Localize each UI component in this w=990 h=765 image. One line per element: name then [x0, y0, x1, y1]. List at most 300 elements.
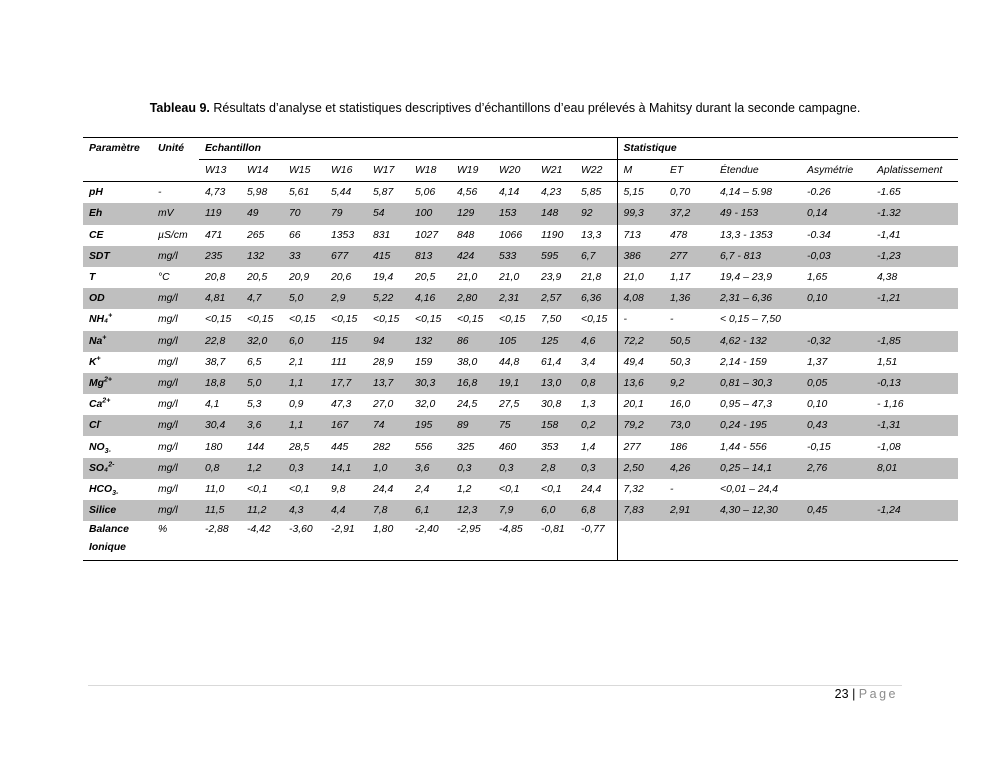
value-cell: 2,9	[325, 288, 367, 309]
value-cell: 79	[325, 203, 367, 224]
results-table	[83, 137, 958, 561]
stat-cell: <0,01 – 24,4	[720, 483, 779, 495]
col-header-w16: W16	[325, 160, 367, 182]
value-cell: 2,57	[535, 288, 575, 309]
value-cell: <0,15	[331, 314, 358, 326]
stat-cell: 186	[670, 441, 688, 453]
table-row	[83, 500, 958, 521]
value-cell: 5,44	[331, 187, 352, 199]
stat-cell: -0.34	[807, 229, 831, 241]
param-name-line2: Ionique	[89, 542, 126, 554]
value-cell: 21,0	[457, 272, 478, 284]
unit-cell: mg/l	[158, 483, 178, 495]
value-cell: 471	[205, 229, 223, 241]
stat-cell: 0,14	[801, 203, 871, 224]
page-number: 23	[834, 687, 849, 701]
value-cell: 1,3	[581, 399, 596, 411]
page-footer	[835, 687, 898, 701]
value-cell: -2,40	[409, 521, 451, 561]
stat-cell: 1,65	[807, 272, 828, 284]
caption-label: Tableau 9.	[149, 101, 210, 115]
value-cell: 21,0	[499, 272, 520, 284]
param-name: OD	[89, 293, 105, 305]
param-charge: +	[96, 355, 101, 363]
value-cell: 0,3	[493, 458, 535, 479]
param-charge: +	[108, 312, 113, 320]
value-cell: 28,9	[373, 356, 394, 368]
stat-cell: -	[670, 314, 674, 326]
table-row-balance	[83, 521, 958, 561]
stat-cell: -0,03	[801, 246, 871, 267]
value-cell: 14,1	[325, 458, 367, 479]
param-cell	[83, 436, 152, 457]
value-cell: 0,3	[451, 458, 493, 479]
value-cell: 13,3	[581, 229, 602, 241]
value-cell: <0,15	[373, 314, 400, 326]
value-cell: 0,2	[575, 415, 617, 436]
value-cell: 74	[367, 415, 409, 436]
unit-cell: mg/l	[158, 314, 178, 326]
value-cell: 13,7	[367, 373, 409, 394]
col-header-w17: W17	[367, 160, 409, 182]
stat-cell: 4,14 – 5.98	[720, 187, 772, 199]
value-cell: 4,3	[283, 500, 325, 521]
value-cell: 32,0	[241, 331, 283, 352]
table-row	[83, 436, 958, 457]
stat-cell: 20,1	[617, 394, 664, 415]
value-cell: 23,9	[541, 272, 562, 284]
value-cell: 144	[247, 441, 265, 453]
table-row	[83, 225, 958, 246]
stat-cell: 72,2	[617, 331, 664, 352]
stat-cell: 8,01	[871, 458, 958, 479]
value-cell: 75	[493, 415, 535, 436]
param-cell	[83, 203, 152, 224]
value-cell: <0,1	[247, 483, 268, 495]
stat-cell: 2,76	[801, 458, 871, 479]
param-name: Mg	[89, 377, 105, 389]
value-cell: <0,15	[289, 314, 316, 326]
stat-cell: 277	[664, 246, 714, 267]
value-cell: 7,8	[367, 500, 409, 521]
header-unite: Unité	[152, 138, 199, 160]
value-cell: 24,4	[581, 483, 602, 495]
table-row	[83, 267, 958, 288]
value-cell: 4,6	[575, 331, 617, 352]
stat-cell: 73,0	[664, 415, 714, 436]
value-cell: 159	[415, 356, 433, 368]
value-cell: -2,88	[199, 521, 241, 561]
value-cell: 86	[451, 331, 493, 352]
value-cell: 38,7	[205, 356, 226, 368]
footer-separator: |	[852, 687, 856, 701]
value-cell: 0,8	[575, 373, 617, 394]
value-cell: <0,1	[541, 483, 562, 495]
col-header-w14: W14	[241, 160, 283, 182]
param-cell	[83, 309, 152, 330]
value-cell: <0,15	[457, 314, 484, 326]
value-cell: 24,5	[457, 399, 478, 411]
stat-cell: 4,38	[877, 272, 898, 284]
stat-cell: 5,15	[617, 182, 664, 204]
param-name: CE	[89, 229, 104, 241]
param-cell	[83, 225, 152, 246]
stat-cell: 0,25 – 14,1	[714, 458, 801, 479]
value-cell: 12,3	[451, 500, 493, 521]
value-cell: -4,42	[241, 521, 283, 561]
value-cell: 5,22	[367, 288, 409, 309]
value-cell: 6,0	[283, 331, 325, 352]
stat-cell: 2,91	[664, 500, 714, 521]
col-header-w19: W19	[451, 160, 493, 182]
stat-cell: 49,4	[617, 352, 664, 373]
value-cell: <0,15	[415, 314, 442, 326]
value-cell: 5,87	[373, 187, 394, 199]
value-cell: 5,0	[241, 373, 283, 394]
value-cell: 27,0	[373, 399, 394, 411]
header-statistique: Statistique	[617, 138, 958, 160]
param-cell	[83, 352, 152, 373]
header-row-top	[83, 138, 958, 160]
table-row	[83, 394, 958, 415]
param-subscript: 3-	[112, 489, 119, 497]
param-name: HCO	[89, 483, 113, 495]
value-cell: 195	[409, 415, 451, 436]
param-cell	[83, 331, 152, 352]
value-cell: 5,61	[289, 187, 310, 199]
stat-cell: 16,0	[670, 399, 691, 411]
col-header-stat-3: Asymétrie	[801, 160, 871, 182]
value-cell: 6,8	[575, 500, 617, 521]
value-cell: 2,4	[415, 483, 430, 495]
value-cell: 4,14	[499, 187, 520, 199]
value-cell: 6,36	[575, 288, 617, 309]
table-row	[83, 352, 958, 373]
value-cell: 38,0	[457, 356, 478, 368]
unit-cell: -	[158, 187, 162, 199]
value-cell: 7,9	[493, 500, 535, 521]
unit-cell: mg/l	[152, 500, 199, 521]
value-cell: 17,7	[325, 373, 367, 394]
value-cell: 831	[373, 229, 391, 241]
col-header-w13: W13	[199, 160, 241, 182]
param-name: T	[89, 272, 96, 284]
stat-cell: 1,36	[664, 288, 714, 309]
value-cell: 125	[535, 331, 575, 352]
stat-cell: -1,21	[871, 288, 958, 309]
stat-cell: 37,2	[664, 203, 714, 224]
col-header-stat-0: M	[617, 160, 664, 182]
caption-text: Résultats d’analyse et statistiques descriptives d’échantillons d’eau prélevés à Mahitsy durant la seconde campagne.	[209, 101, 861, 115]
value-cell: 2,8	[535, 458, 575, 479]
value-cell: 445	[331, 441, 349, 453]
stat-cell: 0,45	[801, 500, 871, 521]
param-cell	[83, 458, 152, 479]
value-cell: 1,1	[283, 373, 325, 394]
unit-cell: mg/l	[158, 441, 178, 453]
value-cell: 30,3	[409, 373, 451, 394]
stat-cell: -1,85	[871, 331, 958, 352]
value-cell: 325	[457, 441, 475, 453]
value-cell: 1,0	[367, 458, 409, 479]
header-echantillon: Echantillon	[199, 138, 617, 160]
header-parametre: Paramètre	[83, 138, 152, 160]
param-charge: 2-	[108, 461, 115, 469]
stat-cell: 1,44 - 556	[720, 441, 767, 453]
value-cell: 20,5	[415, 272, 436, 284]
param-name: SO₄	[89, 462, 109, 474]
value-cell: 4,73	[205, 187, 226, 199]
col-header-w22: W22	[575, 160, 617, 182]
param-charge: 2+	[102, 397, 111, 405]
value-cell: 21,8	[581, 272, 602, 284]
value-cell: 3,6	[409, 458, 451, 479]
value-cell: <0,15	[247, 314, 274, 326]
stat-cell: 49 - 153	[714, 203, 801, 224]
stat-cell: 0,81 – 30,3	[714, 373, 801, 394]
header-row-columns	[83, 160, 958, 182]
value-cell: 32,0	[415, 399, 436, 411]
value-cell: -0,77	[575, 521, 617, 561]
value-cell: 70	[283, 203, 325, 224]
stat-cell: - 1,16	[877, 399, 904, 411]
value-cell: 6,1	[409, 500, 451, 521]
value-cell: 132	[241, 246, 283, 267]
value-cell: 0,3	[575, 458, 617, 479]
value-cell: 20,8	[205, 272, 226, 284]
stat-cell: 4,08	[617, 288, 664, 309]
value-cell: 27,5	[499, 399, 520, 411]
stat-cell	[871, 309, 958, 330]
stat-cell: 0,95 – 47,3	[720, 399, 772, 411]
unit-cell: mg/l	[152, 288, 199, 309]
value-cell: 282	[373, 441, 391, 453]
value-cell: 11,2	[241, 500, 283, 521]
value-cell: 54	[367, 203, 409, 224]
col-header-w18: W18	[409, 160, 451, 182]
value-cell: 1066	[499, 229, 523, 241]
param-cell	[83, 415, 152, 436]
value-cell: 9,8	[331, 483, 346, 495]
param-name: SDT	[89, 250, 110, 262]
value-cell: 100	[409, 203, 451, 224]
table-row	[83, 479, 958, 500]
value-cell: 129	[451, 203, 493, 224]
unit-cell: mg/l	[152, 246, 199, 267]
value-cell: 119	[199, 203, 241, 224]
stat-cell	[871, 479, 958, 500]
stat-cell: 13,6	[617, 373, 664, 394]
stat-cell: 4,62 - 132	[714, 331, 801, 352]
value-cell: -2,95	[451, 521, 493, 561]
value-cell: 4,23	[541, 187, 562, 199]
value-cell: 61,4	[541, 356, 562, 368]
value-cell: 6,7	[575, 246, 617, 267]
value-cell: 28,5	[289, 441, 310, 453]
unit-cell: %	[152, 521, 199, 561]
value-cell: 2,31	[493, 288, 535, 309]
stat-cell: -0,15	[807, 441, 831, 453]
value-cell: 5,0	[283, 288, 325, 309]
param-name: NO	[89, 441, 105, 453]
header-blank-unit	[152, 160, 199, 182]
unit-cell: mg/l	[152, 373, 199, 394]
stat-cell: 7,32	[617, 479, 664, 500]
value-cell: 4,7	[241, 288, 283, 309]
value-cell: <0,1	[289, 483, 310, 495]
value-cell: 92	[575, 203, 617, 224]
table-row	[83, 182, 958, 204]
stat-cell: 50,5	[664, 331, 714, 352]
param-name: pH	[89, 187, 103, 199]
stat-cell: 7,83	[617, 500, 664, 521]
value-cell: 0,8	[199, 458, 241, 479]
value-cell: 6,0	[535, 500, 575, 521]
value-cell: 1190	[541, 229, 564, 241]
value-cell: 13,0	[535, 373, 575, 394]
value-cell: 89	[451, 415, 493, 436]
value-cell: 3,4	[581, 356, 596, 368]
value-cell: 5,98	[247, 187, 268, 199]
stat-cell: -1,23	[871, 246, 958, 267]
param-name: NH₄	[89, 314, 109, 326]
stat-cell: 1,51	[877, 356, 898, 368]
table-row	[83, 373, 958, 394]
stat-cell: 478	[670, 229, 688, 241]
value-cell: <0,15	[499, 314, 526, 326]
value-cell: 2,1	[289, 356, 304, 368]
value-cell: 813	[409, 246, 451, 267]
stat-cell: 50,3	[670, 356, 691, 368]
stat-cell: -	[617, 309, 664, 330]
table-row	[83, 458, 958, 479]
stat-cell	[801, 309, 871, 330]
unit-cell: mg/l	[158, 399, 178, 411]
stat-cell: -1.65	[877, 187, 901, 199]
stat-cell: 0,70	[670, 187, 691, 199]
param-cell	[83, 394, 152, 415]
value-cell: 533	[493, 246, 535, 267]
stat-cell: 713	[617, 225, 664, 246]
stat-cell: < 0,15 – 7,50	[720, 314, 781, 326]
stat-cell: -1,31	[871, 415, 958, 436]
value-cell: 556	[415, 441, 433, 453]
value-cell: 20,6	[331, 272, 352, 284]
value-cell: 5,06	[415, 187, 436, 199]
value-cell: 4,1	[205, 399, 220, 411]
value-cell: 24,4	[373, 483, 394, 495]
stat-cell: 0,10	[801, 288, 871, 309]
stat-cell: 0,24 - 195	[714, 415, 801, 436]
value-cell: -0,81	[535, 521, 575, 561]
value-cell: 66	[289, 229, 301, 241]
value-cell: 33	[283, 246, 325, 267]
value-cell: 30,4	[199, 415, 241, 436]
stat-cell: 6,7 - 813	[714, 246, 801, 267]
value-cell: 7,50	[541, 314, 562, 326]
value-cell: 148	[535, 203, 575, 224]
value-cell: 0,3	[283, 458, 325, 479]
stat-cell: 21,0	[617, 267, 664, 288]
stat-cell: 13,3 - 1353	[720, 229, 773, 241]
value-cell: 18,8	[199, 373, 241, 394]
param-name: Cl	[89, 420, 100, 432]
stat-cell: 386	[617, 246, 664, 267]
stat-empty-cell	[617, 521, 958, 561]
value-cell: 44,8	[499, 356, 520, 368]
param-name: Eh	[89, 208, 103, 220]
value-cell: 1,80	[367, 521, 409, 561]
value-cell: 4,16	[409, 288, 451, 309]
param-cell	[83, 521, 152, 561]
unit-cell: mg/l	[152, 458, 199, 479]
stat-cell: 79,2	[617, 415, 664, 436]
value-cell: 5,3	[247, 399, 262, 411]
value-cell: 49	[241, 203, 283, 224]
stat-cell: 1,17	[670, 272, 691, 284]
stat-cell: 2,14 - 159	[720, 356, 767, 368]
value-cell: 105	[493, 331, 535, 352]
param-cell	[83, 246, 152, 267]
table-caption	[0, 101, 990, 115]
value-cell: 20,5	[247, 272, 268, 284]
value-cell: 111	[331, 356, 347, 368]
stat-cell: 2,50	[617, 458, 664, 479]
value-cell: 848	[457, 229, 475, 241]
param-charge: -	[99, 418, 102, 426]
value-cell: 115	[325, 331, 367, 352]
value-cell: 94	[367, 331, 409, 352]
value-cell: 4,81	[199, 288, 241, 309]
value-cell: 1,2	[241, 458, 283, 479]
value-cell: 22,8	[199, 331, 241, 352]
value-cell: 415	[367, 246, 409, 267]
stat-cell: 9,2	[664, 373, 714, 394]
value-cell: <0,15	[581, 314, 608, 326]
stat-cell: -0,32	[801, 331, 871, 352]
stat-cell: -1.32	[871, 203, 958, 224]
stat-cell: -1,24	[871, 500, 958, 521]
stat-cell: -0,13	[871, 373, 958, 394]
stat-cell: -1,08	[877, 441, 901, 453]
value-cell: 11,5	[199, 500, 241, 521]
table-row	[83, 203, 958, 224]
param-name: Ca	[89, 399, 103, 411]
param-cell	[83, 479, 152, 500]
stat-cell: -0.26	[807, 187, 831, 199]
value-cell: 180	[205, 441, 223, 453]
value-cell: 424	[451, 246, 493, 267]
table-row	[83, 288, 958, 309]
value-cell: 353	[541, 441, 559, 453]
value-cell: 1,1	[283, 415, 325, 436]
col-header-stat-2: Étendue	[714, 160, 801, 182]
param-name-line1: Balance	[89, 524, 129, 536]
unit-cell: °C	[158, 272, 170, 284]
stat-cell: 2,31 – 6,36	[714, 288, 801, 309]
value-cell: 1,4	[581, 441, 596, 453]
footer-divider	[88, 685, 902, 686]
value-cell: 30,8	[541, 399, 562, 411]
value-cell: 595	[535, 246, 575, 267]
stat-cell: 4,30 – 12,30	[714, 500, 801, 521]
value-cell: 20,9	[289, 272, 310, 284]
param-cell	[83, 500, 152, 521]
value-cell: 460	[499, 441, 517, 453]
stat-cell: 0,10	[807, 399, 828, 411]
unit-cell: mg/l	[152, 331, 199, 352]
value-cell: 167	[325, 415, 367, 436]
